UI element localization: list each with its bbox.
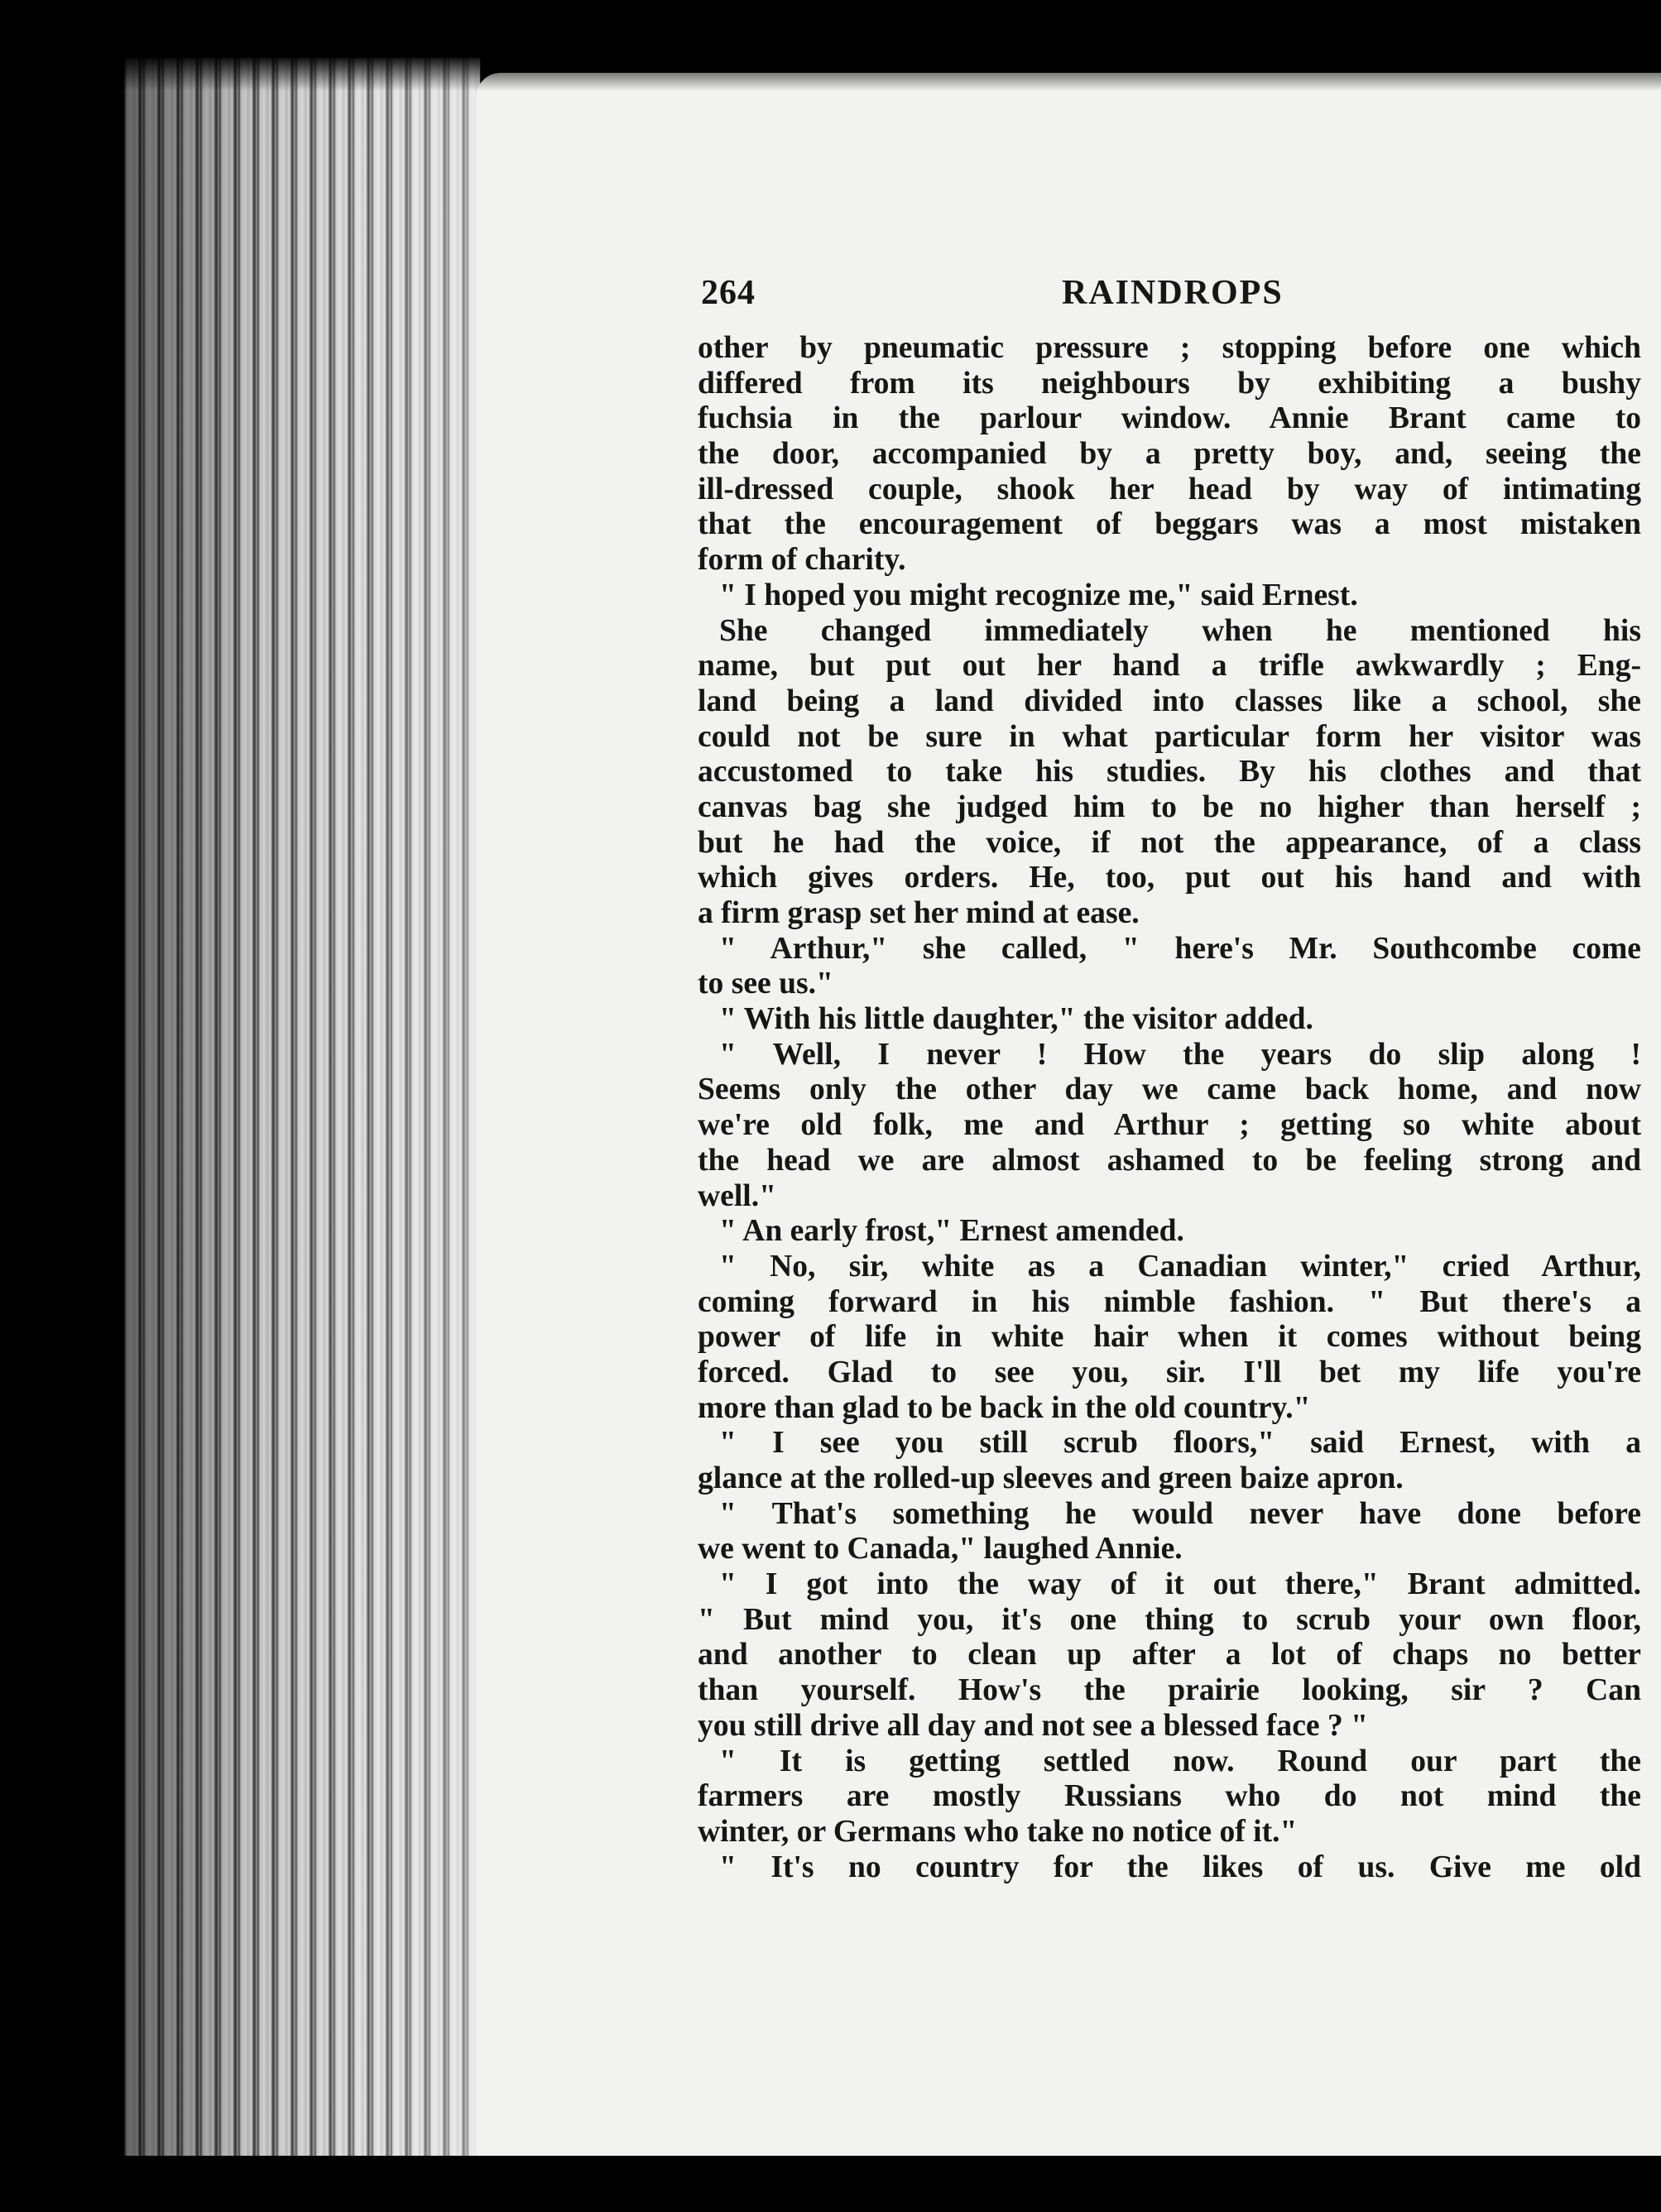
text-line: " I got into the way of it out there," Brant admitted. [719,1567,1641,1602]
text-line: we went to Canada," laughed Annie. [698,1532,1183,1567]
text-line: forced. Glad to see you, sir. I'll bet my life you're [698,1355,1641,1389]
text-line: coming forward in his nimble fashion. " But there's a [698,1284,1641,1319]
text-line: fuchsia in the parlour window. Annie Brant came to [698,401,1641,436]
text-line: but he had the voice, if not the appearance, of a class [698,825,1641,860]
text-line: She changed immediately when he mentioned his [719,613,1641,648]
text-line: ill-dressed couple, shook her head by way of intimating [698,472,1641,506]
text-line: differed from its neighbours by exhibiting a bushy [698,366,1641,401]
page-text-block [698,273,1641,1885]
text-line: name, but put out her hand a trifle awkwardly ; Eng- [698,649,1641,684]
text-line: " With his little daughter," the visitor added. [719,1002,1313,1037]
top-shadow [0,0,1661,91]
text-line: " But mind you, it's one thing to scrub your own floor, [698,1602,1641,1637]
text-line: " No, sir, white as a Canadian winter," cried Arthur, [719,1249,1641,1284]
text-line: winter, or Germans who take no notice of it." [698,1814,1298,1849]
text-line: we're old folk, me and Arthur ; getting so white about [698,1108,1641,1143]
bottom-shadow [0,2156,1661,2212]
text-line: could not be sure in what particular form her visitor was [698,719,1641,754]
text-line: glance at the rolled-up sleeves and green baize apron. [698,1461,1404,1495]
text-line: you still drive all day and not see a blessed face ? " [698,1708,1369,1743]
text-line: well." [698,1178,776,1213]
text-line: " It's no country for the likes of us. Give me old [719,1850,1641,1884]
text-line: " That's something he would never have done before [719,1496,1641,1531]
text-line: to see us." [698,967,833,1001]
text-line: than yourself. How's the prairie looking, sir ? Can [698,1673,1641,1708]
text-line: that the encouragement of beggars was a most mistaken [698,507,1641,542]
text-line: canvas bag she judged him to be no higher than herself ; [698,789,1641,824]
text-line: and another to clean up after a lot of chaps no better [698,1638,1641,1672]
text-line: farmers are mostly Russians who do not mind the [698,1779,1641,1814]
running-head [698,273,1641,331]
text-line: power of life in white hair when it comes without being [698,1320,1641,1355]
page-edge-shadow [124,58,480,2176]
text-line: " Well, I never ! How the years do slip along ! [719,1037,1641,1072]
page-number: 264 [701,274,756,312]
text-line: " Arthur," she called, " here's Mr. Southcombe come [719,931,1641,966]
text-line: other by pneumatic pressure ; stopping before one which [698,331,1641,365]
text-line: a firm grasp set her mind at ease. [698,896,1140,930]
text-line: " I hoped you might recognize me," said Ernest. [719,578,1358,612]
text-line: " It is getting settled now. Round our part the [719,1744,1641,1778]
text-line: the head we are almost ashamed to be feeling strong and [698,1143,1641,1178]
text-line: " I see you still scrub floors," said Ernest, with a [719,1426,1641,1461]
text-line: accustomed to take his studies. By his clothes and that [698,755,1641,789]
text-line: form of charity. [698,543,906,578]
running-title: RAINDROPS [1062,274,1284,312]
text-line: Seems only the other day we came back home, and now [698,1072,1641,1107]
text-line: land being a land divided into classes like a school, she [698,684,1641,718]
text-line: " An early frost," Ernest amended. [719,1214,1184,1249]
text-line: more than glad to be back in the old country." [698,1390,1311,1425]
text-line: the door, accompanied by a pretty boy, and, seeing the [698,437,1641,472]
text-line: which gives orders. He, too, put out his hand and with [698,861,1641,895]
